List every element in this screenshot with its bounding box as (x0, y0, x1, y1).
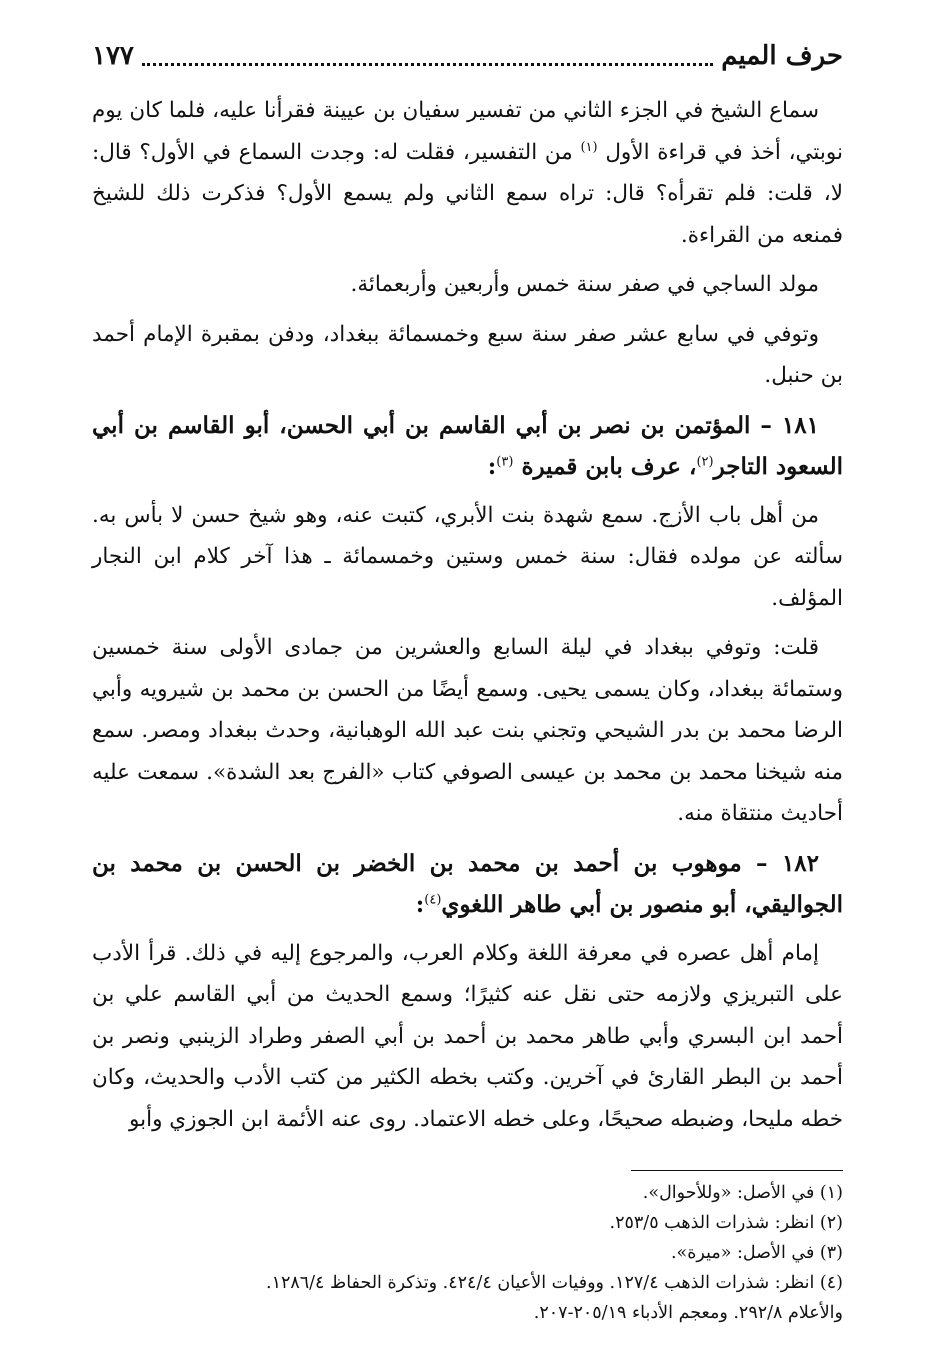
footnote-4 (92, 1268, 843, 1328)
footnote-ref-4: (٤) (424, 891, 442, 907)
entry-182-name: ١٨٢ – موهوب بن أحمد بن محمد بن الخضر بن الحسن بن محمد بن الجواليقي، أبو منصور بن أبي طاهر اللغوي (92, 849, 843, 918)
main-text (92, 90, 843, 1148)
entry-181-name: ١٨١ – المؤتمن بن نصر بن أبي القاسم بن أبي الحسن، أبو القاسم بن أبي السعود التاجر (92, 411, 843, 480)
header-dot-leader (142, 63, 713, 66)
footnote-ref-2: (٢) (696, 453, 714, 469)
running-header (92, 34, 843, 78)
footnote-2: (٢) انظر: شذرات الذهب ٢٥٣/٥. (609, 1213, 843, 1233)
footnote-ref-1: (١) (580, 139, 598, 155)
page-number: ١٧٧ (92, 41, 134, 71)
footnote-1: (١) في الأصل: «وللأحوال». (642, 1183, 843, 1203)
entry-181-colon: : (487, 452, 497, 480)
footnote-4-line-1: (٤) انظر: شذرات الذهب ١٢٧/٤. ووفيات الأعيان ٤٢٤/٤. وتذكرة الحفاظ ١٢٨٦/٤. (265, 1273, 843, 1293)
entry-heading-181 (92, 405, 843, 487)
paragraph-6: إمام أهل عصره في معرفة اللغة وكلام العرب، والمرجوع إليه في ذلك. قرأ الأدب على التبريزي ولازمه حتى نقل عنه كثيرًا؛ وسمع الحديث من أبي القاسم علي بن أحمد ابن البسري وأبي طاهر محمد بن أحمد بن أبي الصفر وطراد الزينبي ونصر بن أحمد بن البطر القارئ في آخرين. وكتب بخطه الكثير من كتب الأدب والحديث، وكان خطه مليحا، وضبطه صحيحًا، وعلى خطه الاعتماد. روى عنه الأئمة ابن الجوزي وأبو (92, 940, 843, 1132)
entry-181-known-as: ، عرف بابن قميرة (513, 452, 697, 480)
paragraph-1 (92, 90, 843, 256)
entry-heading-182 (92, 843, 843, 925)
footnote-ref-3: (٣) (496, 453, 514, 469)
paragraph-3: وتوفي في سابع عشر صفر سنة سبع وخمسمائة ببغداد، ودفن بمقبرة الإمام أحمد بن حنبل. (92, 321, 843, 388)
paragraph-2: مولد الساجي في صفر سنة خمس وأربعين وأربعمائة. (350, 272, 819, 297)
paragraph-4: من أهل باب الأزج. سمع شهدة بنت الأبري، كتبت عنه، وهو شيخ حسن لا بأس به. سألته عن مولده فقال: سنة خمس وستين وخمسمائة ـ هذا آخر كلام ابن النجار المؤلف. (92, 502, 843, 611)
entry-182-colon: : (415, 890, 425, 918)
footnote-4-line-2: والأعلام ٢٩٢/٨. ومعجم الأدباء ٢٠٥/١٩-٢٠٧. (533, 1303, 843, 1323)
chapter-title: حرف الميم (721, 41, 843, 71)
footnotes (92, 1178, 843, 1328)
paragraph-1-text: سماع الشيخ في الجزء الثاني من تفسير سفيان بن عيينة فقرأنا عليه، فلما كان يوم نوبتي، أخذ في قراءة الأول (92, 98, 843, 165)
paragraph-5: قلت: وتوفي ببغداد في ليلة السابع والعشرين من جمادى الأولى سنة خمسين وستمائة ببغداد، وكان يسمى يحيى. وسمع أيضًا من الحسن بن محمد بن شيرويه وأبي الرضا محمد بن بدر الشيحي وتجني بنت عبد الله الوهبانية، وحدث ببغداد ومصر. سمع منه شيخنا محمد بن محمد بن عيسى الصوفي كتاب «الفرج بعد الشدة». سمعت عليه أحاديث منتقاة منه. (92, 635, 843, 826)
footnote-separator (631, 1170, 843, 1171)
footnote-3: (٣) في الأصل: «ميرة». (670, 1243, 843, 1263)
paragraph-1-rest: من التفسير، فقلت له: وجدت السماع في الأول؟ قال: لا، قلت: فلم تقرأه؟ قال: تراه سمع الثاني ولم يسمع الأول؟ فذكرت ذلك للشيخ فمنعه من القراءة. (92, 139, 843, 248)
